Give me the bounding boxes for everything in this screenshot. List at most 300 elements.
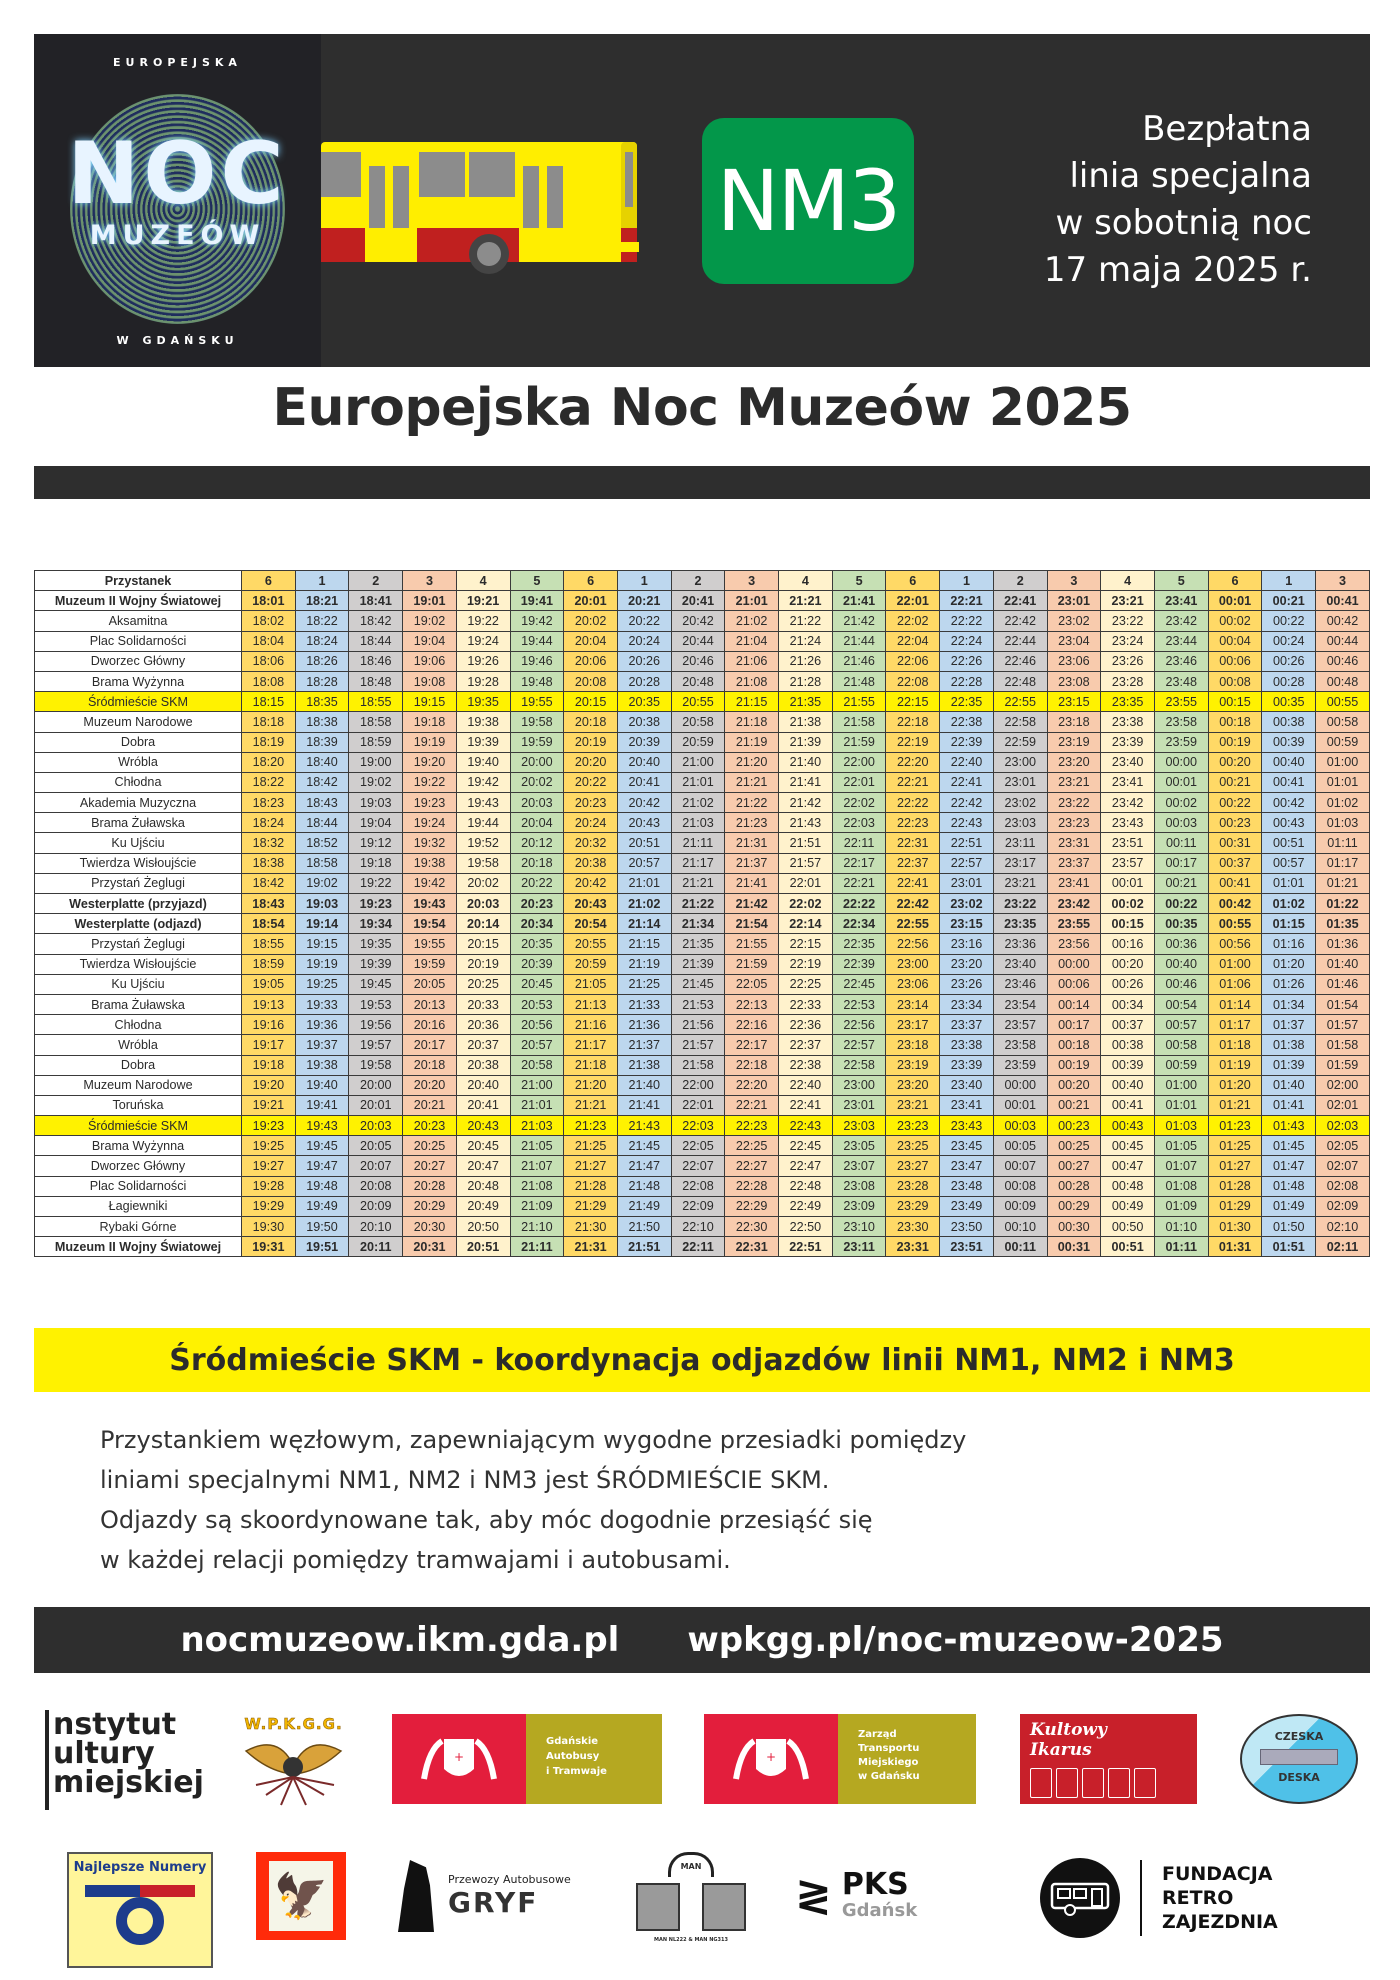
departure-time: 21:46 xyxy=(832,651,886,671)
departure-time: 23:08 xyxy=(832,1176,886,1196)
departure-time: 22:30 xyxy=(725,1217,779,1237)
departure-time: 20:00 xyxy=(510,752,564,772)
departure-time: 23:05 xyxy=(832,1136,886,1156)
departure-time: 00:00 xyxy=(1047,954,1101,974)
departure-time: 00:41 xyxy=(1101,1095,1155,1115)
departure-time: 22:18 xyxy=(725,1055,779,1075)
departure-time: 19:40 xyxy=(456,752,510,772)
sponsor-logo-griffin xyxy=(256,1852,346,1940)
bus-front-icons xyxy=(1030,1768,1197,1798)
departure-time: 00:29 xyxy=(1047,1196,1101,1216)
stop-name: Rybaki Górne xyxy=(35,1217,242,1237)
wing-icon xyxy=(85,1885,195,1897)
departure-time: 21:22 xyxy=(671,894,725,914)
bus-icon xyxy=(321,142,641,282)
departure-time: 00:03 xyxy=(1154,813,1208,833)
course-header: 2 xyxy=(349,571,403,591)
departure-time: 22:22 xyxy=(940,611,994,631)
departure-time: 00:31 xyxy=(1047,1237,1101,1257)
stop-name: Chłodna xyxy=(35,1015,242,1035)
hero-banner xyxy=(34,34,1370,367)
departure-time: 01:02 xyxy=(1262,894,1316,914)
departure-time: 20:23 xyxy=(510,894,564,914)
departure-time: 00:30 xyxy=(1047,1217,1101,1237)
departure-time: 23:45 xyxy=(940,1136,994,1156)
departure-time: 20:36 xyxy=(456,1015,510,1035)
departure-time: 20:18 xyxy=(510,853,564,873)
departure-time: 00:00 xyxy=(1154,752,1208,772)
departure-time: 00:28 xyxy=(1047,1176,1101,1196)
departure-time: 23:20 xyxy=(940,954,994,974)
sponsor-logo-kultowy-ikarus xyxy=(1020,1714,1197,1804)
departure-time: 00:21 xyxy=(1047,1095,1101,1115)
departure-time: 01:11 xyxy=(1154,1237,1208,1257)
course-header: 1 xyxy=(1262,571,1316,591)
departure-time: 20:03 xyxy=(456,894,510,914)
departure-time: 20:01 xyxy=(564,591,618,611)
departure-time: 18:42 xyxy=(349,611,403,631)
departure-time: 01:27 xyxy=(1208,1156,1262,1176)
departure-time: 21:39 xyxy=(779,732,833,752)
departure-time: 22:21 xyxy=(725,1095,779,1115)
departure-time: 22:39 xyxy=(832,954,886,974)
departure-time: 21:53 xyxy=(671,994,725,1014)
link-wpkgg[interactable]: wpkgg.pl/noc-muzeow-2025 xyxy=(687,1620,1224,1660)
departure-time: 23:11 xyxy=(832,1237,886,1257)
departure-time: 18:22 xyxy=(242,772,296,792)
departure-time: 23:49 xyxy=(940,1196,994,1216)
departure-time: 20:40 xyxy=(617,752,671,772)
departure-time: 21:25 xyxy=(564,1136,618,1156)
departure-time: 21:21 xyxy=(725,772,779,792)
griffin-icon: 🦅 xyxy=(269,1861,333,1931)
ikarus-line: Ikarus xyxy=(1030,1740,1092,1760)
table-row xyxy=(35,1015,1370,1035)
departure-time: 22:43 xyxy=(940,813,994,833)
departure-time: 02:03 xyxy=(1316,1116,1370,1136)
departure-time: 19:18 xyxy=(349,853,403,873)
departure-time: 18:28 xyxy=(295,671,349,691)
departure-time: 23:00 xyxy=(886,954,940,974)
departure-time: 23:47 xyxy=(940,1156,994,1176)
departure-time: 19:17 xyxy=(242,1035,296,1055)
departure-time: 22:41 xyxy=(993,591,1047,611)
man-caption: MAN NL222 & MAN NG313 xyxy=(654,1937,728,1943)
departure-time: 01:26 xyxy=(1262,974,1316,994)
departure-time: 21:22 xyxy=(779,611,833,631)
departure-time: 19:32 xyxy=(403,833,457,853)
departure-time: 00:59 xyxy=(1316,732,1370,752)
departure-time: 00:44 xyxy=(1316,631,1370,651)
departure-time: 22:08 xyxy=(886,671,940,691)
departure-time: 23:56 xyxy=(1047,934,1101,954)
stop-name: Brama Wyżynna xyxy=(35,1136,242,1156)
table-row xyxy=(35,1136,1370,1156)
departure-time: 20:00 xyxy=(349,1075,403,1095)
departure-time: 20:09 xyxy=(349,1196,403,1216)
departure-time: 00:56 xyxy=(1208,934,1262,954)
departure-time: 23:06 xyxy=(886,974,940,994)
ztm-line: w Gdańsku xyxy=(858,1771,920,1782)
departure-time: 18:08 xyxy=(242,671,296,691)
table-row xyxy=(35,793,1370,813)
departure-time: 21:21 xyxy=(671,873,725,893)
table-row-transfer-stop xyxy=(35,1116,1370,1136)
departure-time: 20:19 xyxy=(564,732,618,752)
departure-time: 21:57 xyxy=(671,1035,725,1055)
departure-time: 20:05 xyxy=(403,974,457,994)
departure-time: 21:11 xyxy=(510,1237,564,1257)
departure-time: 18:02 xyxy=(242,611,296,631)
departure-time: 20:59 xyxy=(564,954,618,974)
czeska-line: DESKA xyxy=(1278,1771,1320,1784)
departure-time: 22:03 xyxy=(832,813,886,833)
departure-time: 19:44 xyxy=(456,813,510,833)
departure-time: 23:23 xyxy=(1047,813,1101,833)
departure-time: 23:35 xyxy=(1101,692,1155,712)
departure-time: 20:40 xyxy=(456,1075,510,1095)
departure-time: 00:15 xyxy=(1101,914,1155,934)
departure-time: 21:56 xyxy=(671,1015,725,1035)
pks-mark-icon: ≷ xyxy=(795,1869,832,1921)
departure-time: 00:14 xyxy=(1047,994,1101,1014)
departure-time: 19:43 xyxy=(295,1116,349,1136)
departure-time: 23:31 xyxy=(886,1237,940,1257)
departure-time: 01:14 xyxy=(1208,994,1262,1014)
departure-time: 00:19 xyxy=(1208,732,1262,752)
links-bar xyxy=(34,1607,1370,1673)
departure-time: 21:27 xyxy=(564,1156,618,1176)
departure-time: 01:03 xyxy=(1154,1116,1208,1136)
departure-time: 22:28 xyxy=(725,1176,779,1196)
departure-time: 00:31 xyxy=(1208,833,1262,853)
departure-time: 18:24 xyxy=(242,813,296,833)
departure-time: 21:48 xyxy=(832,671,886,691)
sponsor-logo-gait xyxy=(392,1714,662,1804)
departure-time: 00:01 xyxy=(1101,873,1155,893)
departure-time: 23:11 xyxy=(993,833,1047,853)
departure-time: 21:01 xyxy=(725,591,779,611)
departure-time: 00:10 xyxy=(993,1217,1047,1237)
wpkgg-title: W.P.K.G.G. xyxy=(244,1715,343,1733)
departure-time: 22:34 xyxy=(832,914,886,934)
departure-time: 01:40 xyxy=(1262,1075,1316,1095)
departure-time: 23:24 xyxy=(1101,631,1155,651)
departure-time: 19:16 xyxy=(242,1015,296,1035)
sponsor-logo-ztm xyxy=(704,1714,976,1804)
departure-time: 18:15 xyxy=(242,692,296,712)
table-row xyxy=(35,712,1370,732)
course-header: 1 xyxy=(295,571,349,591)
departure-time: 22:01 xyxy=(832,772,886,792)
departure-time: 22:02 xyxy=(779,894,833,914)
departure-time: 22:37 xyxy=(886,853,940,873)
departure-time: 00:41 xyxy=(1262,772,1316,792)
departure-time: 20:45 xyxy=(510,974,564,994)
departure-time: 18:40 xyxy=(295,752,349,772)
departure-time: 22:40 xyxy=(779,1075,833,1095)
departure-time: 21:33 xyxy=(617,994,671,1014)
departure-time: 23:03 xyxy=(832,1116,886,1136)
departure-time: 21:35 xyxy=(779,692,833,712)
departure-time: 20:53 xyxy=(510,994,564,1014)
departure-time: 19:40 xyxy=(295,1075,349,1095)
table-row xyxy=(35,651,1370,671)
departure-time: 23:21 xyxy=(993,873,1047,893)
stop-name: Dobra xyxy=(35,732,242,752)
departure-time: 22:37 xyxy=(779,1035,833,1055)
departure-time: 01:17 xyxy=(1208,1015,1262,1035)
departure-time: 21:07 xyxy=(510,1156,564,1176)
table-row xyxy=(35,1237,1370,1257)
departure-time: 22:00 xyxy=(832,752,886,772)
departure-time: 01:49 xyxy=(1262,1196,1316,1216)
departure-time: 00:40 xyxy=(1154,954,1208,974)
departure-time: 21:26 xyxy=(779,651,833,671)
sponsor-logo-najlepsze-numery xyxy=(67,1852,213,1968)
departure-time: 19:29 xyxy=(242,1196,296,1216)
departure-time: 01:03 xyxy=(1316,813,1370,833)
departure-time: 21:29 xyxy=(564,1196,618,1216)
departure-time: 18:42 xyxy=(242,873,296,893)
table-row xyxy=(35,1055,1370,1075)
departure-time: 20:38 xyxy=(617,712,671,732)
departure-time: 00:01 xyxy=(1154,772,1208,792)
link-nocmuzeow[interactable]: nocmuzeow.ikm.gda.pl xyxy=(180,1620,620,1660)
ztm-line: Zarząd xyxy=(858,1729,897,1740)
departure-time: 22:33 xyxy=(779,994,833,1014)
departure-time: 18:43 xyxy=(295,793,349,813)
departure-time: 22:42 xyxy=(993,611,1047,631)
departure-time: 21:16 xyxy=(564,1015,618,1035)
service-info-line: 17 maja 2025 r. xyxy=(1043,250,1312,290)
griffin-head-icon xyxy=(398,1860,438,1932)
departure-time: 23:43 xyxy=(940,1116,994,1136)
departure-time: 19:51 xyxy=(295,1237,349,1257)
departure-time: 00:19 xyxy=(1047,1055,1101,1075)
departure-time: 23:09 xyxy=(832,1196,886,1216)
departure-time: 19:49 xyxy=(295,1196,349,1216)
departure-time: 19:27 xyxy=(242,1156,296,1176)
departure-time: 01:15 xyxy=(1262,914,1316,934)
departure-time: 00:20 xyxy=(1101,954,1155,974)
departure-time: 18:44 xyxy=(295,813,349,833)
departure-time: 20:18 xyxy=(564,712,618,732)
departure-time: 00:48 xyxy=(1101,1176,1155,1196)
stop-name: Westerplatte (przyjazd) xyxy=(35,894,242,914)
course-header: 5 xyxy=(1154,571,1208,591)
departure-time: 22:59 xyxy=(993,732,1047,752)
departure-time: 21:06 xyxy=(725,651,779,671)
departure-time: 22:10 xyxy=(671,1217,725,1237)
gait-text xyxy=(526,1714,662,1804)
departure-time: 00:41 xyxy=(1208,873,1262,893)
departure-time: 19:25 xyxy=(242,1136,296,1156)
departure-time: 21:13 xyxy=(564,994,618,1014)
departure-time: 20:57 xyxy=(510,1035,564,1055)
departure-time: 01:29 xyxy=(1208,1196,1262,1216)
departure-time: 18:06 xyxy=(242,651,296,671)
departure-time: 20:28 xyxy=(617,671,671,691)
departure-time: 18:58 xyxy=(349,712,403,732)
departure-time: 22:03 xyxy=(671,1116,725,1136)
departure-time: 23:42 xyxy=(1047,894,1101,914)
departure-time: 23:55 xyxy=(1047,914,1101,934)
departure-time: 18:46 xyxy=(349,651,403,671)
departure-time: 19:37 xyxy=(295,1035,349,1055)
departure-time: 01:57 xyxy=(1316,1015,1370,1035)
departure-time: 21:47 xyxy=(617,1156,671,1176)
departure-time: 20:51 xyxy=(456,1237,510,1257)
departure-time: 21:03 xyxy=(671,813,725,833)
departure-time: 21:41 xyxy=(725,873,779,893)
coordination-line: Odjazdy są skoordynowane tak, aby móc dogodnie przesiąść się xyxy=(100,1506,873,1534)
departure-time: 18:42 xyxy=(295,772,349,792)
course-header: 6 xyxy=(1208,571,1262,591)
departure-time: 23:22 xyxy=(1101,611,1155,631)
departure-time: 01:37 xyxy=(1262,1015,1316,1035)
departure-time: 00:22 xyxy=(1154,894,1208,914)
departure-time: 23:14 xyxy=(886,994,940,1014)
departure-time: 02:10 xyxy=(1316,1217,1370,1237)
departure-time: 21:37 xyxy=(725,853,779,873)
table-row xyxy=(35,611,1370,631)
departure-time: 01:01 xyxy=(1154,1095,1208,1115)
departure-time: 00:40 xyxy=(1262,752,1316,772)
departure-time: 19:52 xyxy=(456,833,510,853)
logo-sub-text: MUZEÓW xyxy=(89,220,266,251)
departure-time: 00:38 xyxy=(1262,712,1316,732)
departure-time: 23:21 xyxy=(1101,591,1155,611)
departure-time: 22:44 xyxy=(993,631,1047,651)
departure-time: 23:07 xyxy=(832,1156,886,1176)
departure-time: 01:11 xyxy=(1316,833,1370,853)
departure-time: 23:54 xyxy=(993,994,1047,1014)
departure-time: 23:16 xyxy=(940,934,994,954)
czeska-line: CZESKA xyxy=(1274,1730,1324,1743)
table-row-transfer-stop xyxy=(35,692,1370,712)
sponsor-logo-gryf xyxy=(398,1856,608,1936)
departure-time: 22:01 xyxy=(779,873,833,893)
departure-time: 00:49 xyxy=(1101,1196,1155,1216)
departure-time: 00:37 xyxy=(1208,853,1262,873)
departure-time: 23:22 xyxy=(1047,793,1101,813)
departure-time: 20:39 xyxy=(510,954,564,974)
departure-time: 21:17 xyxy=(671,853,725,873)
departure-time: 19:53 xyxy=(349,994,403,1014)
departure-time: 23:40 xyxy=(940,1075,994,1095)
departure-time: 01:58 xyxy=(1316,1035,1370,1055)
departure-time: 00:50 xyxy=(1101,1217,1155,1237)
sponsor-logo-man xyxy=(636,1852,746,1960)
departure-time: 21:02 xyxy=(725,611,779,631)
departure-time: 23:02 xyxy=(1047,611,1101,631)
course-header: 3 xyxy=(1047,571,1101,591)
departure-time: 00:08 xyxy=(1208,671,1262,691)
sponsor-logo-wpkgg xyxy=(236,1715,351,1810)
departure-time: 20:29 xyxy=(403,1196,457,1216)
departure-time: 21:48 xyxy=(617,1176,671,1196)
table-row xyxy=(35,1035,1370,1055)
departure-time: 21:45 xyxy=(617,1136,671,1156)
departure-time: 21:44 xyxy=(832,631,886,651)
departure-time: 19:23 xyxy=(349,894,403,914)
departure-time: 23:15 xyxy=(940,914,994,934)
departure-time: 21:05 xyxy=(564,974,618,994)
sponsor-ikm-line: ultury xyxy=(53,1736,155,1771)
departure-time: 22:26 xyxy=(940,651,994,671)
departure-time: 23:48 xyxy=(940,1176,994,1196)
departure-time: 01:09 xyxy=(1154,1196,1208,1216)
departure-time: 19:20 xyxy=(403,752,457,772)
departure-time: 20:58 xyxy=(671,712,725,732)
departure-time: 22:24 xyxy=(940,631,994,651)
departure-time: 20:23 xyxy=(403,1116,457,1136)
departure-time: 21:40 xyxy=(617,1075,671,1095)
departure-time: 22:02 xyxy=(832,793,886,813)
departure-time: 23:28 xyxy=(1101,671,1155,691)
departure-time: 22:18 xyxy=(886,712,940,732)
departure-time: 20:58 xyxy=(510,1055,564,1075)
departure-time: 18:38 xyxy=(295,712,349,732)
departure-time: 19:13 xyxy=(242,994,296,1014)
stop-name: Brama Żuławska xyxy=(35,813,242,833)
line-number-badge: NM3 xyxy=(702,118,914,284)
departure-time: 23:21 xyxy=(1047,772,1101,792)
departure-time: 23:08 xyxy=(1047,671,1101,691)
departure-time: 18:32 xyxy=(242,833,296,853)
departure-time: 23:42 xyxy=(1101,793,1155,813)
departure-time: 19:22 xyxy=(349,873,403,893)
departure-time: 19:03 xyxy=(295,894,349,914)
departure-time: 19:28 xyxy=(456,671,510,691)
departure-time: 18:19 xyxy=(242,732,296,752)
departure-time: 22:21 xyxy=(886,772,940,792)
departure-time: 20:21 xyxy=(617,591,671,611)
departure-time: 22:08 xyxy=(671,1176,725,1196)
departure-time: 19:15 xyxy=(295,934,349,954)
stop-name: Śródmieście SKM xyxy=(35,692,242,712)
man-logo: MAN xyxy=(668,1852,714,1877)
table-row xyxy=(35,994,1370,1014)
departure-time: 20:57 xyxy=(617,853,671,873)
departure-time: 23:40 xyxy=(993,954,1047,974)
sponsor-logo-czeska-deska xyxy=(1240,1714,1358,1804)
timetable-header-row xyxy=(35,571,1370,591)
departure-time: 20:47 xyxy=(456,1156,510,1176)
departure-time: 21:37 xyxy=(617,1035,671,1055)
departure-time: 20:23 xyxy=(564,793,618,813)
departure-time: 21:28 xyxy=(779,671,833,691)
departure-time: 01:45 xyxy=(1262,1136,1316,1156)
departure-time: 21:41 xyxy=(832,591,886,611)
departure-time: 23:20 xyxy=(886,1075,940,1095)
departure-time: 22:51 xyxy=(940,833,994,853)
departure-time: 00:03 xyxy=(993,1116,1047,1136)
gdansk-coat-of-arms-icon xyxy=(704,1714,838,1804)
departure-time: 22:50 xyxy=(779,1217,833,1237)
stop-name: Śródmieście SKM xyxy=(35,1116,242,1136)
departure-time: 22:55 xyxy=(886,914,940,934)
departure-time: 23:50 xyxy=(940,1217,994,1237)
course-header: 5 xyxy=(510,571,564,591)
departure-time: 21:02 xyxy=(671,793,725,813)
gryf-subtitle: Przewozy Autobusowe xyxy=(448,1873,571,1886)
winged-wheel-icon xyxy=(236,1733,351,1808)
departure-time: 22:35 xyxy=(940,692,994,712)
departure-time: 00:11 xyxy=(1154,833,1208,853)
departure-time: 20:03 xyxy=(510,793,564,813)
